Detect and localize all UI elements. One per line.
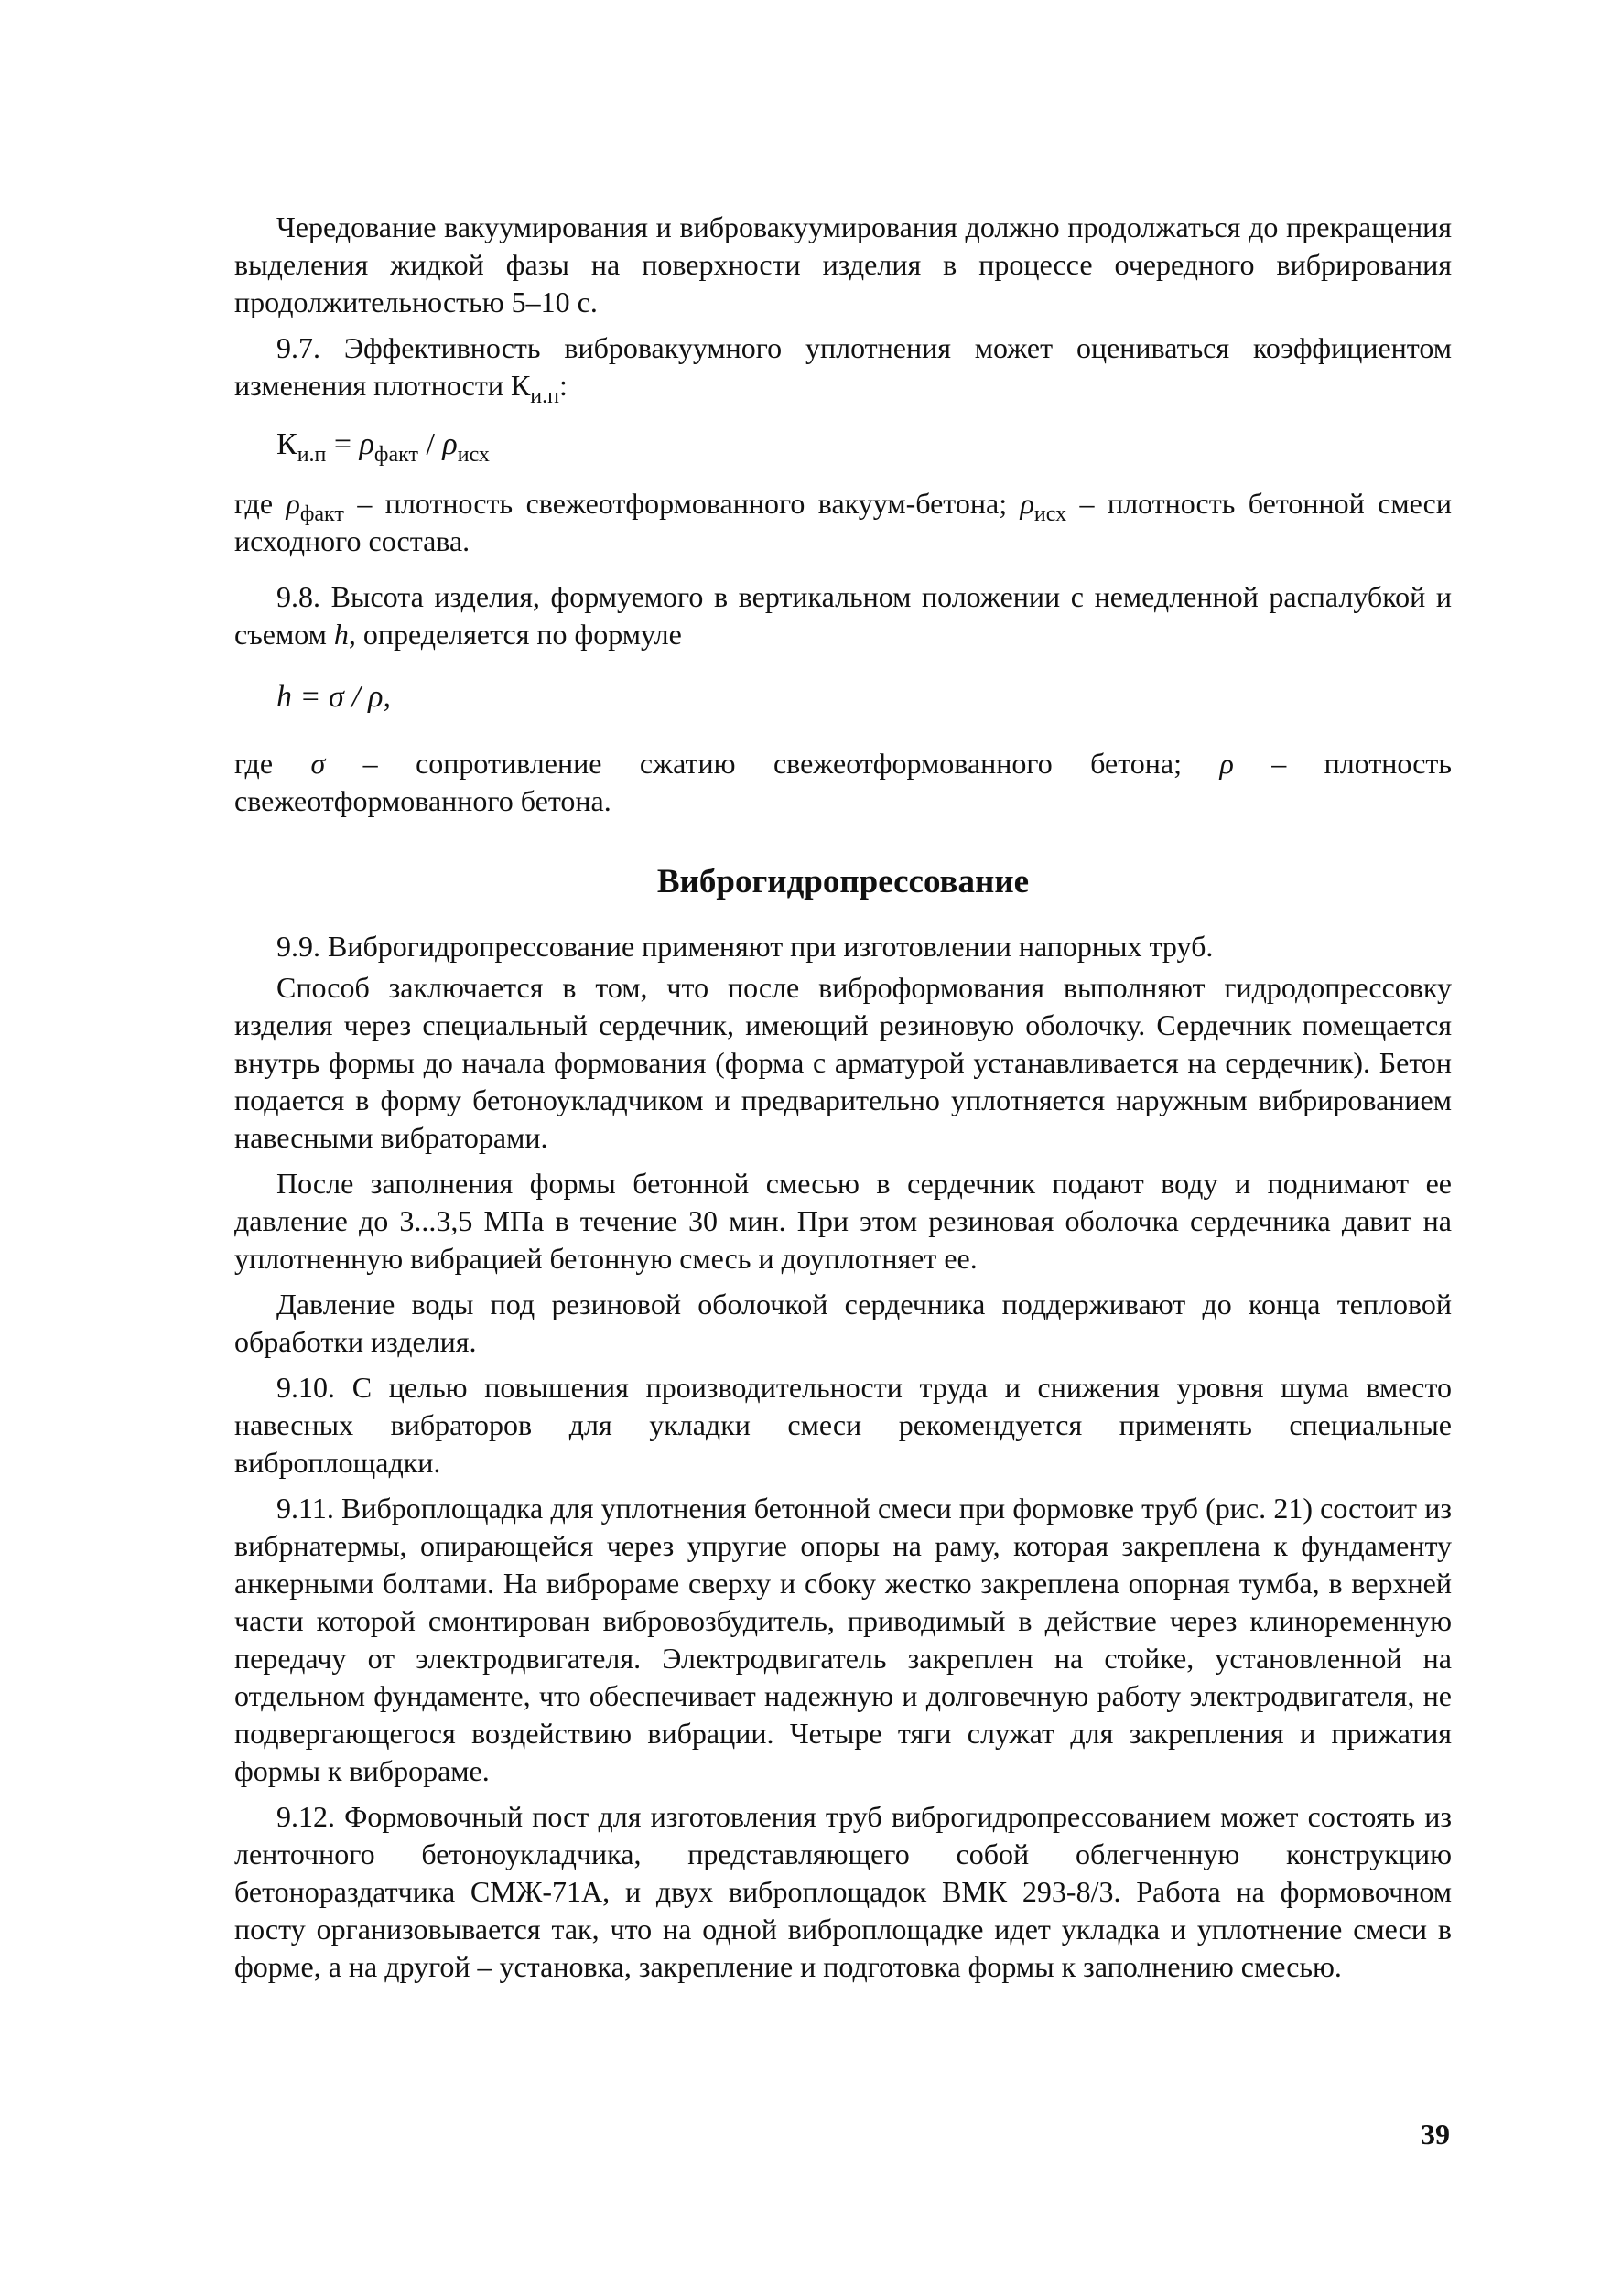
paragraph-9-7-text: 9.7. Эффективность вибровакуумного уплотнения может оцениваться коэффициентом изменения плотности К: [234, 331, 1452, 402]
where2-mid: – сопротивление сжатию свежеотформованного бетона;: [325, 747, 1220, 780]
formula-k-symbol: К: [276, 427, 297, 461]
paragraph-9-9: 9.9. Виброгидропрессование применяют при изготовлении напорных труб.: [276, 930, 1214, 963]
where1-end: – плотность бетонной смеси исходного состава.: [234, 487, 1453, 557]
formula-k: [234, 425, 1452, 465]
formula-eq: =: [326, 427, 360, 461]
where1-start: где: [234, 487, 287, 520]
where2-rho: ρ: [1219, 747, 1234, 780]
paragraph-9-7: [234, 329, 1452, 408]
formula-rho-fakt: факт: [373, 443, 418, 467]
formula-slash: /: [417, 427, 443, 461]
page-number: 39: [1421, 2118, 1450, 2150]
formula-rho-2: ρ: [442, 427, 458, 461]
paragraph-9-8-end: , определяется по формуле: [348, 618, 682, 651]
where1-fakt: факт: [299, 502, 344, 526]
where-clause-2: [234, 745, 1452, 820]
section-heading: Виброгидропрессование: [656, 863, 1030, 900]
paragraph-method: Способ заключается в том, что после виброформования выполняют гидродопрессовку изделия через специальный сердечник, имеющий резиновую оболочку. Сердечник помещается внутрь формы до начала формования (форма с арматурой устанавливается на сердечник). Бетон подается в форму бетоноукладчиком и предварительно уплотняется наружным вибрированием навесными вибраторами.: [234, 971, 1452, 1154]
h-symbol: h: [333, 618, 349, 651]
where1-mid: – плотность свежеотформованного вакуум-бетона;: [343, 487, 1021, 520]
paragraph-9-10: 9.10. С целью повышения производительности труда и снижения уровня шума вместо навесных вибраторов для укладки смеси рекомендуется применять специальные виброплощадки.: [234, 1371, 1452, 1479]
paragraph-alternation: Чередование вакуумирования и вибровакуумирования должно продолжаться до прекращения выделения жидкой фазы на поверхности изделия в процессе очередного вибрирования продолжительностью 5–10 с.: [234, 210, 1452, 318]
paragraph-9-8: [234, 578, 1452, 653]
where2-start: где: [234, 747, 311, 780]
paragraph-pressure: Давление воды под резиновой оболочкой сердечника поддерживают до конца тепловой обработки изделия.: [234, 1288, 1452, 1358]
paragraph-9-11: 9.11. Виброплощадка для уплотнения бетонной смеси при формовке труб (рис. 21) состоит из вибрнатермы, опирающейся через упругие опоры на раму, которая закреплена к фундаменту анкерными болтами. На виброраме сверху и сбоку жестко закреплена опорная тумба, в верхней части которой смонтирован вибровозбудитель, приводимый в действие через клиноременную передачу от электродвигателя. Электродвигатель закреплен на стойке, установленной на отдельном фундаменте, что обеспечивает надежную и долговечную работу электродвигателя, не подвергающегося воздействию вибрации. Четыре тяги служат для закрепления и прижатия формы к виброраме.: [234, 1492, 1452, 1787]
where1-rho-2: ρ: [1020, 487, 1034, 520]
paragraph-9-8-text: 9.8. Высота изделия, формуемого в вертикальном положении с немедленной распалубкой и съемом: [234, 580, 1452, 651]
formula-h-text: h = σ / ρ,: [276, 680, 391, 714]
formula-h: [234, 677, 1452, 717]
text-column: [234, 209, 1452, 1986]
paragraph-filling: После заполнения формы бетонной смесью в сердечник подают воду и поднимают ее давление до 3...3,5 МПа в течение 30 мин. При этом резиновая оболочка сердечника давит на уплотненную вибрацией бетонную смесь и доуплотняет ее.: [234, 1167, 1452, 1275]
where1-rho: ρ: [286, 487, 300, 520]
formula-rho-1: ρ: [359, 427, 374, 461]
colon: :: [558, 369, 568, 402]
formula-rho-isx: исх: [457, 443, 490, 467]
formula-k-sub: и.п: [297, 443, 327, 467]
k-subscript: и.п: [530, 384, 559, 408]
where2-sigma: σ: [310, 747, 326, 780]
where-clause-1: [234, 485, 1452, 560]
paragraph-9-12: 9.12. Формовочный пост для изготовления труб виброгидропрессованием может состоять из ленточного бетоноукладчика, представляющего собой облегченную конструкцию бетонораздатчика СМЖ-71А, и двух виброплощадок ВМК 293-8/3. Работа на формовочном посту организовывается так, что на одной виброплощадке идет укладка и уплотнение смеси в форме, а на другой – установка, закрепление и подготовка формы к заполнению смесью.: [234, 1800, 1452, 1983]
where1-isx: исх: [1033, 502, 1067, 526]
where2-end: – плотность свежеотформованного бетона.: [234, 747, 1453, 817]
